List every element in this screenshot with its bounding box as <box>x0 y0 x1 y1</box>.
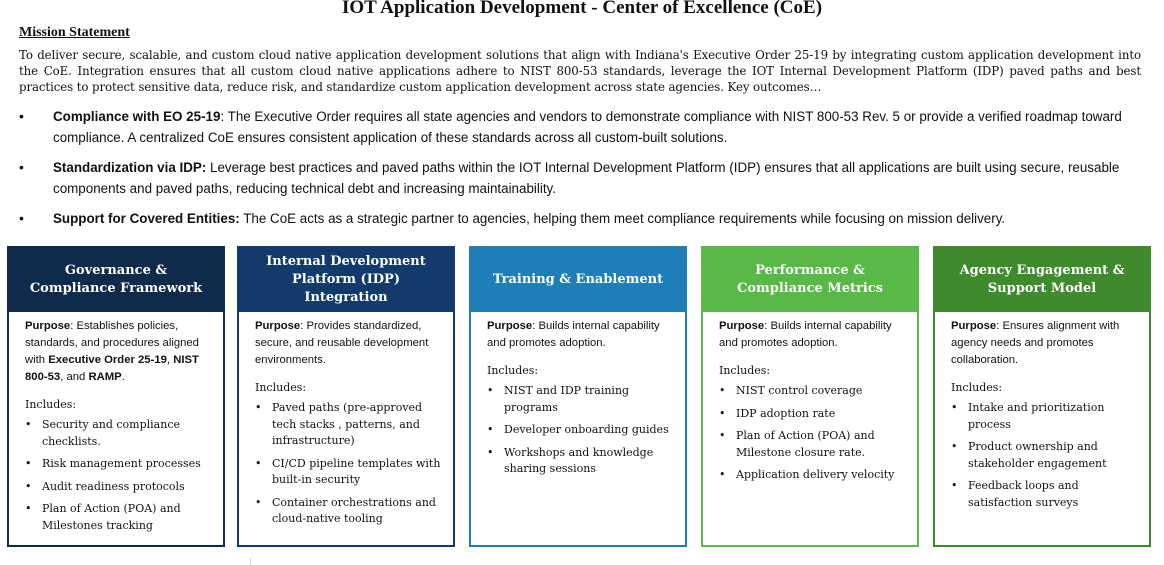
mission-heading: Mission Statement <box>19 25 130 40</box>
list-item: • Developer onboarding guides <box>487 422 677 439</box>
list-item: • Paved paths (pre-approved tech stacks , patterns, and infrastructure) <box>255 400 445 450</box>
list-item: • CI/CD pipeline templates with built-in security <box>255 456 445 489</box>
list-item: • Product ownership and stakeholder engagement <box>951 439 1141 472</box>
card-governance <box>7 246 225 547</box>
card-title: Agency Engagement & Support Model <box>935 248 1149 312</box>
card-purpose <box>951 318 1141 369</box>
outcomes-list <box>19 106 1159 238</box>
includes-label: Includes: <box>255 381 307 394</box>
card-items <box>719 383 909 484</box>
purpose-label: Purpose <box>719 320 765 332</box>
list-item: • Plan of Action (POA) and Milestones tracking <box>25 501 215 534</box>
purpose-nist: NIST 800-53 <box>25 354 199 383</box>
mission-text: To deliver secure, scalable, and custom cloud native application development solutions that align with Indiana's Executive Order 25-19 by integrating custom application development into the CoE. Integration ensures that all custom cloud native applications adhere to NIST 800-53 standards, leverage the IOT Internal Development Platform (IDP) paved paths and best practices to protect sensitive data, reduce risk, and standardize custom application development across state agencies. Key outcomes… <box>19 48 1141 94</box>
outcome-label: Compliance with EO 25-19 <box>53 109 221 124</box>
list-item: • Container orchestrations and cloud-native tooling <box>255 495 445 528</box>
outcome-text: : The Executive Order requires all state agencies and vendors to demonstrate compliance with NIST 800-53 Rev. 5 or provide a verified roadmap toward compliance. A centralized CoE ensures consistent application of these standards across all custom-built solutions. <box>53 109 1122 145</box>
card-title: Internal Development Platform (IDP) Integration <box>239 248 453 312</box>
card-items <box>255 400 445 528</box>
purpose-text: : Ensures alignment with agency needs and promotes collaboration. <box>951 320 1120 366</box>
outcome-label: Support for Covered Entities: <box>53 211 240 226</box>
card-title: Training & Enablement <box>471 248 685 312</box>
list-item: • Plan of Action (POA) and Milestone closure rate. <box>719 428 909 461</box>
card-training <box>469 246 687 547</box>
list-item: • Audit readiness protocols <box>25 479 215 496</box>
purpose-eo: Executive Order 25-19 <box>48 354 167 366</box>
purpose-text: : Provides standardized, secure, and reusable development environments. <box>255 320 429 366</box>
list-item: • Intake and prioritization process <box>951 400 1141 433</box>
purpose-label: Purpose <box>255 320 301 332</box>
card-agency-engagement <box>933 246 1151 547</box>
includes-label: Includes: <box>25 398 77 411</box>
purpose-end: . <box>121 371 125 383</box>
list-item: • IDP adoption rate <box>719 406 909 423</box>
purpose-label: Purpose <box>951 320 997 332</box>
card-purpose <box>25 318 215 386</box>
purpose-text: : Builds internal capability and promotes adoption. <box>487 320 660 349</box>
includes-label: Includes: <box>487 364 539 377</box>
card-metrics <box>701 246 919 547</box>
outcome-compliance <box>19 106 1159 148</box>
card-purpose <box>719 318 909 352</box>
card-title: Governance & Compliance Framework <box>9 248 223 312</box>
list-item: • Workshops and knowledge sharing sessions <box>487 445 677 478</box>
purpose-text: : Builds internal capability and promotes adoption. <box>719 320 892 349</box>
purpose-ramp: RAMP <box>88 371 122 383</box>
list-item: • Feedback loops and satisfaction surveys <box>951 478 1141 511</box>
list-item: • Risk management processes <box>25 456 215 473</box>
card-purpose <box>487 318 677 352</box>
outcome-text: Leverage best practices and paved paths within the IOT Internal Development Platform (IDP) ensures that all applications are built using secure, reusable components and paved paths, reducing technical debt and increasing maintainability. <box>53 160 1120 196</box>
outcome-label: Standardization via IDP: <box>53 160 207 175</box>
outcome-support <box>19 208 1159 229</box>
list-item: • Application delivery velocity <box>719 467 909 484</box>
card-items <box>487 383 677 478</box>
card-items <box>25 417 215 534</box>
list-item: • Security and compliance checklists. <box>25 417 215 450</box>
list-item: • NIST control coverage <box>719 383 909 400</box>
page-divider <box>250 558 251 565</box>
purpose-label: Purpose <box>487 320 533 332</box>
page-title: IOT Application Development - Center of Excellence (CoE) <box>341 0 823 18</box>
includes-label: Includes: <box>951 381 1003 394</box>
card-idp-integration <box>237 246 455 547</box>
purpose-text: : Establishes policies, standards, and procedures aligned with <box>25 320 199 366</box>
list-item: • NIST and IDP training programs <box>487 383 677 416</box>
includes-label: Includes: <box>719 364 771 377</box>
outcome-standardization <box>19 157 1159 199</box>
card-items <box>951 400 1141 511</box>
purpose-label: Purpose <box>25 320 71 332</box>
purpose-sep: , <box>166 354 174 366</box>
card-purpose <box>255 318 445 369</box>
outcome-text: The CoE acts as a strategic partner to agencies, helping them meet compliance requirements while focusing on mission delivery. <box>239 211 1006 226</box>
purpose-sep: , and <box>60 371 89 383</box>
card-title: Performance & Compliance Metrics <box>703 248 917 312</box>
